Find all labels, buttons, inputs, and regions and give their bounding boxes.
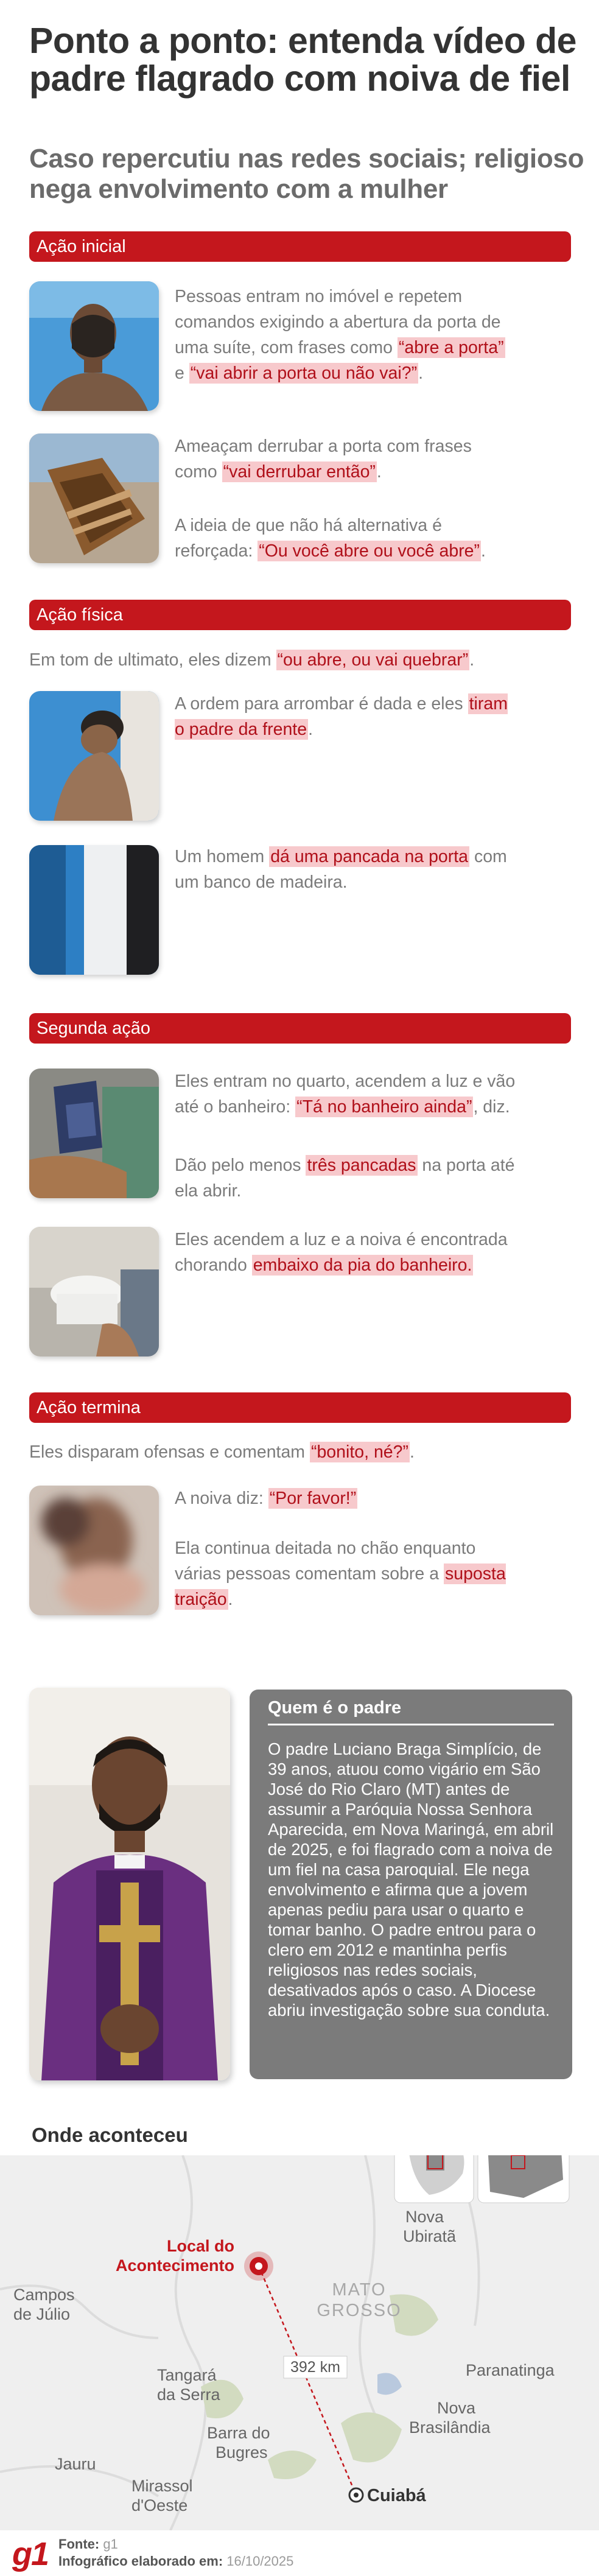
text-block-acao-inicial-1: Pessoas entram no imóvel e repetem comandos exigindo a abertura da porta de uma suíte, com frases como “abre a porta” e “vai abrir a porta ou não vai?”. [175,287,504,383]
city-label: Campos [13,2286,75,2304]
priest-bio-box [250,1690,572,2079]
event-label-line1: Local do [166,2237,234,2255]
city-label: Barra do [207,2424,270,2442]
section-header-segunda-acao: Segunda ação [29,1013,571,1044]
text-block-acao-inicial-2: Ameaçam derrubar a porta com frases como “vai derrubar então”. [175,437,472,482]
event-label-line2: Acontecimento [115,2256,234,2275]
section-header-acao-fisica: Ação física [29,600,571,630]
page-subtitle: Caso repercutiu nas redes sociais; religioso nega envolvimento com a mulher [29,144,584,204]
video-frame-image [29,845,159,975]
page-title: Ponto a ponto: entenda vídeo de padre flagrado com noiva de fiel [29,21,576,99]
city-label: Brasilândia [409,2418,491,2437]
city-label: Jauru [55,2455,96,2473]
section-header-acao-inicial: Ação inicial [29,231,571,262]
bio-divider [268,1724,554,1725]
city-label: d'Oeste [131,2496,188,2515]
video-frame-blurred-image [29,1486,159,1615]
capital-label: Cuiabá [367,2486,426,2505]
city-label: Mirassol [131,2477,193,2495]
city-label: Ubiratã [403,2227,457,2245]
video-frame-image [29,1069,159,1198]
text-block-acao-termina-1: A noiva diz: “Por favor!” [175,1489,357,1508]
city-label: Paranatinga [466,2361,555,2379]
city-label: Nova [405,2208,444,2226]
map-title: Onde aconteceu [32,2124,188,2146]
text-intro-acao-fisica: Em tom de ultimato, eles dizem “ou abre, ou vai quebrar”. [29,650,475,670]
video-frame-image [29,691,159,821]
text-block-acao-fisica-1: A ordem para arrombar é dada e eles tiram o padre da frente. [175,694,508,739]
text-block-acao-inicial-3: A ideia de que não há alternativa é reforçada: “Ou você abre ou você abre”. [175,516,486,561]
inset-map-mato-grosso [478,2155,569,2203]
distance-label: 392 km [290,2359,340,2376]
text-block-segunda-acao-1: Eles entram no quarto, acendem a luz e vão até o banheiro: “Tá no banheiro ainda”, diz. [175,1072,516,1117]
city-label: Nova [437,2399,476,2417]
inset-map-brazil [394,2155,474,2203]
city-label: Bugres [215,2443,268,2462]
footer [12,2530,599,2576]
city-label: da Serra [157,2385,220,2404]
bio-text: O padre Luciano Braga Simplício, de 39 anos, atuou como vigário em São José do Rio Claro (MT) antes de assumir a Paróquia Nossa Senhora Aparecida, em Nova Maringá, em abril de 2025, e foi flagrado com a noiva de um fiel na casa paroquial. Ele nega envolvimento e afirma que a jovem apenas pediu para usar o quarto e tomar banho. O padre entrou para o clero em 2012 e mantinha perfis religiosos nas redes sociais, desativados após o caso. A Diocese abriu investigação sobre sua conduta. [268,1739,554,2020]
text-block-segunda-acao-2: Dão pelo menos três pancadas na porta até ela abrir. [175,1156,515,1201]
footer-date: Infográfico elaborado em: 16/10/2025 [58,2553,294,2569]
video-frame-image [29,433,159,563]
text-intro-acao-termina: Eles disparam ofensas e comentam “bonito, né?”. [29,1442,415,1462]
text-block-acao-fisica-2: Um homem dá uma pancada na porta com um banco de madeira. [175,847,507,892]
priest-photo [29,1688,230,2080]
video-frame-image [29,1227,159,1356]
text-block-acao-termina-2: Ela continua deitada no chão enquanto várias pessoas comentam sobre a suposta traição. [175,1539,506,1609]
bio-title: Quem é o padre [268,1698,402,1718]
section-header-acao-termina: Ação termina [29,1392,571,1423]
video-frame-image [29,281,159,411]
city-label: de Júlio [13,2305,71,2323]
state-label-line2: GROSSO [317,2301,402,2320]
text-block-segunda-acao-3: Eles acendem a luz e a noiva é encontrada chorando embaixo da pia do banheiro. [175,1230,508,1275]
state-label-line1: MATO [332,2280,387,2300]
footer-source: Fonte: g1 [58,2536,118,2552]
city-label: Tangará [157,2366,217,2384]
g1-logo: g1 [12,2536,49,2572]
location-map [0,2155,599,2530]
